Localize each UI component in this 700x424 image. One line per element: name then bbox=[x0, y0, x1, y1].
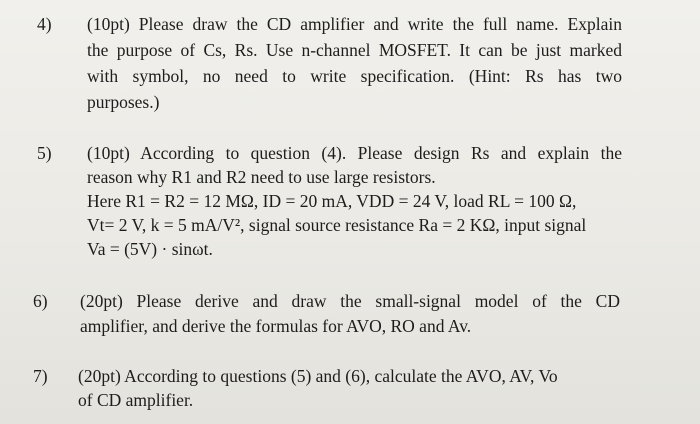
question-line: the purpose of Cs, Rs. Use n-channel MOSFET. It can be just marked bbox=[87, 40, 622, 60]
question-line: (10pt) According to question (4). Please design Rs and explain the bbox=[87, 143, 622, 163]
question-number: 4) bbox=[37, 14, 52, 34]
question-number: 5) bbox=[37, 143, 52, 163]
question-line: Va = (5V) · sinωt. bbox=[87, 239, 213, 259]
question-line: amplifier, and derive the formulas for AVO, RO and Av. bbox=[80, 316, 472, 336]
question-number: 6) bbox=[33, 291, 48, 311]
question-line: Here R1 = R2 = 12 MΩ, ID = 20 mA, VDD = 24 V, load RL = 100 Ω, bbox=[87, 191, 577, 211]
question-line: of CD amplifier. bbox=[78, 390, 194, 410]
question-line: with symbol, no need to write specification. (Hint: Rs has two bbox=[87, 66, 622, 86]
question-line: (20pt) According to questions (5) and (6), calculate the AVO, AV, Vo bbox=[78, 366, 558, 386]
question-line: purposes.) bbox=[87, 92, 160, 112]
question-line: Vt= 2 V, k = 5 mA/V², signal source resistance Ra = 2 KΩ, input signal bbox=[87, 215, 587, 235]
question-line: reason why R1 and R2 need to use large resistors. bbox=[87, 167, 436, 187]
question-line: (10pt) Please draw the CD amplifier and write the full name. Explain bbox=[87, 14, 622, 34]
question-line: (20pt) Please derive and draw the small-signal model of the CD bbox=[80, 291, 620, 311]
question-number: 7) bbox=[33, 366, 48, 386]
